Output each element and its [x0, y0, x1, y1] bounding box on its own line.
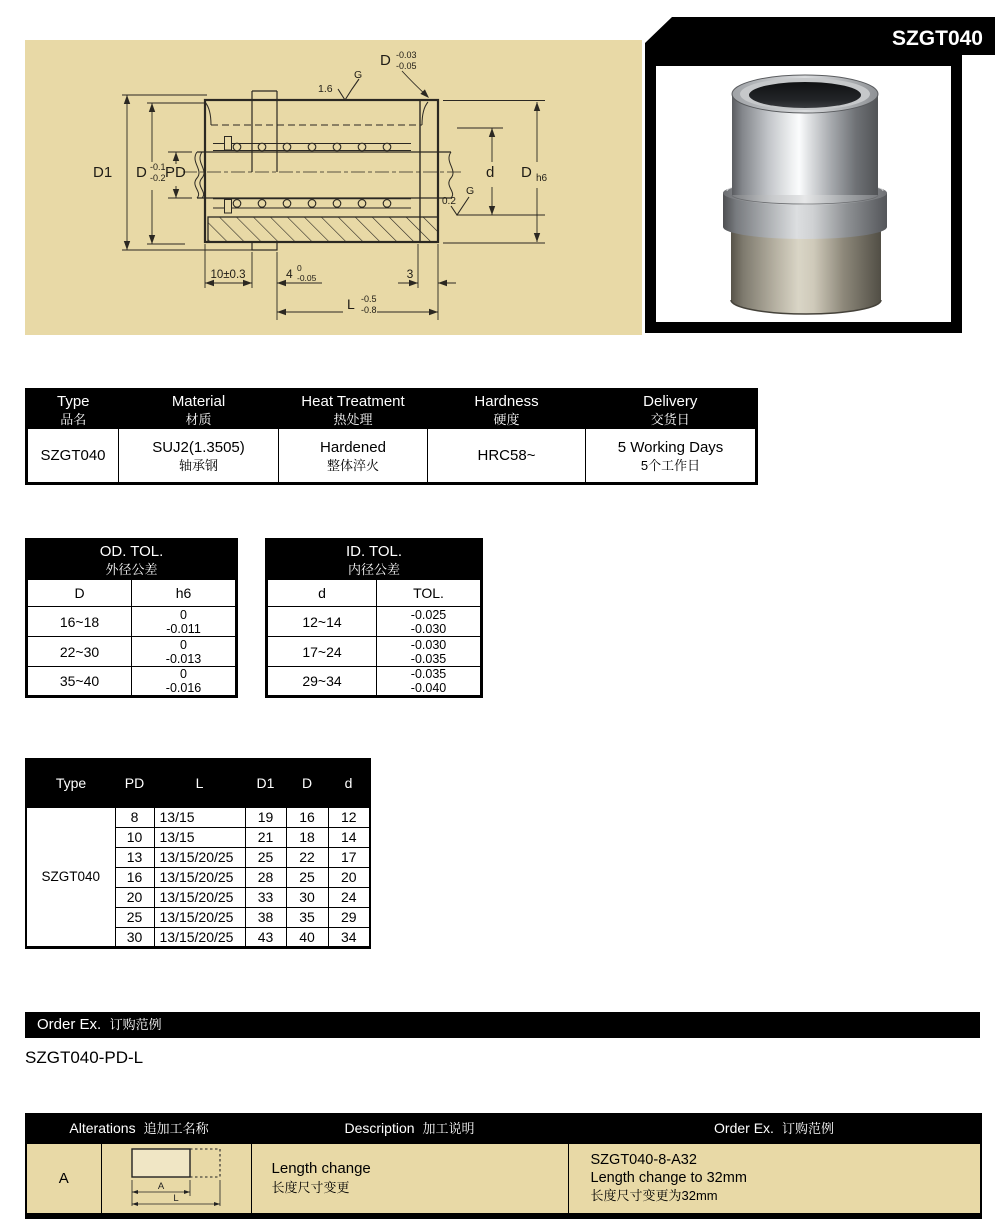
id-tolerance-table [265, 538, 483, 698]
order-example-code: SZGT040-PD-L [25, 1048, 144, 1067]
spec-cell-hardness: HRC58~ [428, 429, 586, 484]
order-example-bar-en: Order Ex. [37, 1016, 102, 1033]
od-tol-row [27, 637, 237, 667]
alterations-header-description: Description 加工说明 [251, 1114, 568, 1143]
id-range: 12~14 [267, 607, 377, 637]
dim-cell: 16 [115, 867, 154, 887]
dim-header-d: D [286, 759, 328, 807]
dim-label-od-lower: -0.05 [396, 61, 417, 71]
dim-label-outer: D [521, 164, 532, 181]
surface-finish-bore-grade: G [466, 185, 475, 197]
spec-header-delivery: Delivery 交货日 [586, 390, 757, 429]
dim-cell: 21 [245, 827, 286, 847]
od-tol-title: OD. TOL. 外径公差 [27, 540, 237, 580]
dim-cell: 20 [115, 887, 154, 907]
dim-cell: 29 [328, 907, 370, 927]
od-tol: 0 -0.016 [132, 667, 237, 697]
dimension-table [25, 758, 371, 949]
dim-cell: 25 [245, 847, 286, 867]
dim-label-d-fit-lower: -0.2 [150, 173, 166, 183]
od-range: 22~30 [27, 637, 132, 667]
od-tol: 0 -0.013 [132, 637, 237, 667]
dim-label-d1: D1 [93, 164, 113, 181]
spec-header-row [27, 390, 757, 429]
dim-header-d1: D1 [245, 759, 286, 807]
bushing-section-outline [183, 91, 463, 250]
spec-header-type: Type 品名 [27, 390, 119, 429]
id-tol-row [267, 607, 482, 637]
dim-label-length-lower: -0.8 [361, 305, 377, 315]
alterations-header: Alterations 追加工名称 [26, 1114, 251, 1143]
dimension-arrowheads [124, 89, 540, 315]
dim-label-pd: PD [165, 164, 186, 181]
dim-cell: 13/15/20/25 [154, 927, 245, 947]
dim-cell-type: SZGT040 [26, 807, 115, 947]
dim-cell: 17 [328, 847, 370, 867]
product-code-title: SZGT040 [891, 27, 983, 50]
od-tol: 0 -0.011 [132, 607, 237, 637]
dim-label-d-fit: D [136, 164, 147, 181]
dim-label-length-upper: -0.5 [361, 294, 377, 304]
spec-cell-heat: Hardened 整体淬火 [279, 429, 428, 484]
id-tol-row [267, 667, 482, 697]
dim-label-offset: 10±0.3 [210, 269, 246, 281]
dim-cell: 38 [245, 907, 286, 927]
dim-label-groove-upper: 0 [297, 263, 302, 273]
id-tol-col1: d [267, 580, 377, 607]
spec-header-material: Material 材质 [119, 390, 279, 429]
dim-cell: 28 [245, 867, 286, 887]
dim-header-row [26, 759, 370, 807]
surface-finish-top-value: 1.6 [318, 83, 333, 95]
spec-cell-material: SUJ2(1.3505) 轴承钢 [119, 429, 279, 484]
ball-row-lower [233, 200, 391, 208]
id-range: 29~34 [267, 667, 377, 697]
dim-label-od: D [380, 52, 391, 69]
product-photo [723, 75, 887, 314]
od-range: 35~40 [27, 667, 132, 697]
spec-header-heat: Heat Treatment 热处理 [279, 390, 428, 429]
id-range: 17~24 [267, 637, 377, 667]
spec-table [25, 388, 758, 485]
dimension-labels [93, 50, 548, 315]
dim-cell: 25 [115, 907, 154, 927]
od-tol-col2: h6 [132, 580, 237, 607]
dim-cell: 40 [286, 927, 328, 947]
diagram-label-l: L [173, 1192, 179, 1204]
dim-label-od-upper: -0.03 [396, 50, 417, 60]
dim-header-pd: PD [115, 759, 154, 807]
dim-cell: 43 [245, 927, 286, 947]
od-tol-col1: D [27, 580, 132, 607]
spec-data-row [27, 429, 757, 484]
dim-cell: 13/15/20/25 [154, 887, 245, 907]
dim-cell: 13/15/20/25 [154, 847, 245, 867]
dim-cell: 35 [286, 907, 328, 927]
id-tol-row [267, 637, 482, 667]
alteration-order-example: SZGT040-8-A32 Length change to 32mm 长度尺寸变更为32mm [568, 1143, 981, 1216]
dim-cell: 12 [328, 807, 370, 827]
alteration-diagram [116, 1144, 236, 1208]
technical-drawing-panel [25, 40, 642, 335]
dim-cell: 30 [115, 927, 154, 947]
od-range: 16~18 [27, 607, 132, 637]
dim-label-d-fit-upper: -0.1 [150, 162, 166, 172]
od-tol-row [27, 607, 237, 637]
alterations-table [25, 1113, 982, 1219]
surface-finish-top-grade: G [354, 69, 363, 81]
spec-cell-type: SZGT040 [27, 429, 119, 484]
od-tolerance-table [25, 538, 238, 698]
alteration-code: A [26, 1143, 101, 1216]
dim-cell: 13 [115, 847, 154, 867]
dim-label-groove: 4 [286, 267, 293, 281]
id-tol: -0.035 -0.040 [377, 667, 482, 697]
order-example-bar-zh: 订购范例 [109, 1017, 162, 1032]
dim-cell: 10 [115, 827, 154, 847]
id-tol: -0.025 -0.030 [377, 607, 482, 637]
dim-label-outer-sub: h6 [536, 173, 548, 184]
product-photo-block [645, 15, 995, 335]
surface-finish-bore-value: 0.2 [442, 196, 456, 207]
alteration-diagram-cell [101, 1143, 251, 1216]
order-example-bar [25, 1012, 980, 1038]
alteration-description: Length change 长度尺寸变更 [251, 1143, 568, 1216]
diagram-label-a: A [157, 1180, 165, 1192]
id-tol: -0.030 -0.035 [377, 637, 482, 667]
dimension-lines [122, 71, 545, 320]
dim-label-length: L [347, 296, 355, 312]
dim-header-l: L [154, 759, 245, 807]
dim-cell: 33 [245, 887, 286, 907]
dim-cell: 34 [328, 927, 370, 947]
dim-label-groove-lower: -0.05 [297, 273, 317, 283]
dim-cell: 30 [286, 887, 328, 907]
spec-header-hardness: Hardness 硬度 [428, 390, 586, 429]
dim-cell: 13/15/20/25 [154, 907, 245, 927]
dim-cell: 16 [286, 807, 328, 827]
dim-cell: 13/15 [154, 827, 245, 847]
dim-cell: 14 [328, 827, 370, 847]
dim-cell: 18 [286, 827, 328, 847]
dim-cell: 13/15/20/25 [154, 867, 245, 887]
dim-cell: 24 [328, 887, 370, 907]
spec-cell-delivery: 5 Working Days 5个工作日 [586, 429, 757, 484]
od-tol-row [27, 667, 237, 697]
dim-label-bore: d [486, 164, 495, 181]
dim-cell: 13/15 [154, 807, 245, 827]
alterations-header-row [26, 1114, 981, 1143]
id-tol-title: ID. TOL. 内径公差 [267, 540, 482, 580]
dim-label-end: 3 [406, 267, 414, 281]
alterations-header-order: Order Ex. 订购范例 [568, 1114, 981, 1143]
id-tol-col2: TOL. [377, 580, 482, 607]
od-tol-subheader [27, 580, 237, 607]
alterations-data-row [26, 1143, 981, 1216]
dim-cell: 20 [328, 867, 370, 887]
dim-cell: 19 [245, 807, 286, 827]
id-tol-subheader [267, 580, 482, 607]
dim-header-ds: d [328, 759, 370, 807]
dim-cell: 8 [115, 807, 154, 827]
dim-cell: 25 [286, 867, 328, 887]
ball-row-upper [233, 143, 391, 151]
dim-cell: 22 [286, 847, 328, 867]
dim-header-type: Type [26, 759, 115, 807]
dim-row [26, 807, 370, 827]
technical-drawing [25, 40, 642, 335]
